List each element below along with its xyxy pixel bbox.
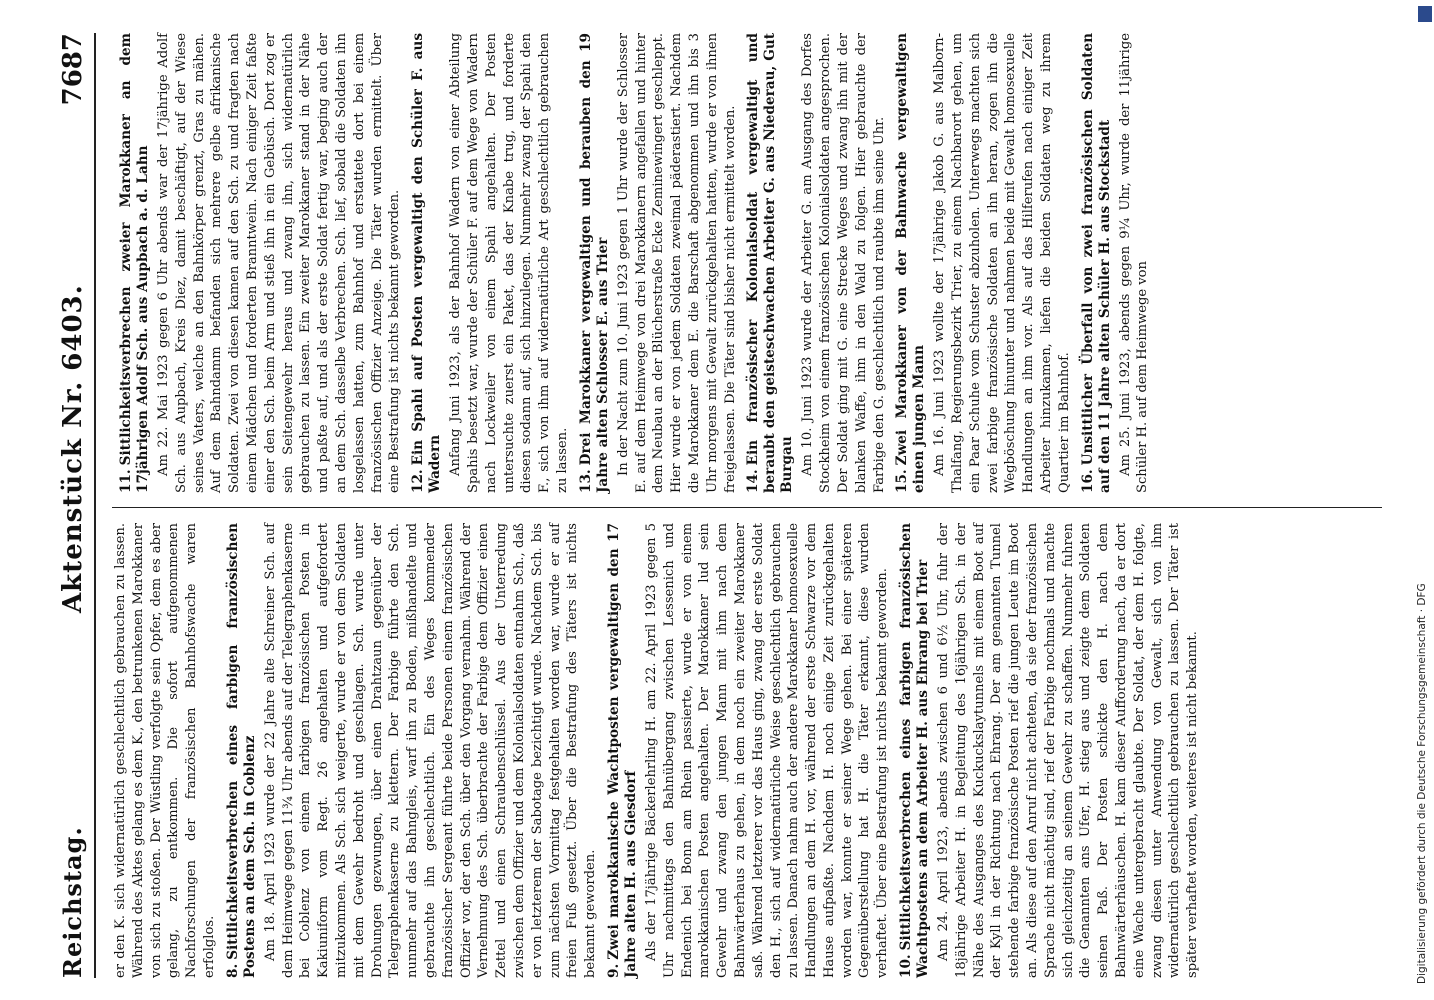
section-13-heading <box>578 33 612 493</box>
section-10-text: Am 24. April 1923, abends zwischen 6 und 6½ Uhr, fuhr der 18jährige Arbeiter H. in Begleitung des 16jährigen Sch. in der Nähe des Ausganges des Kuckuckslaytunnels mit einem Boot auf der Kyll in der Richtung nach Ehrang. Der am genannten Tunnel stehende farbige französische Posten rief die jungen Leute im Boot an. Als diese auf den Anruf nicht achteten, da sie der französischen Sprache nicht mächtig sind, rief der Farbige nochmals und machte sich gleichzeitig an seinem Gewehr zu schaffen. Nunmehr fuhren die Genannten ans Ufer, H. stieg aus und zeigte dem Soldaten seinen Paß. Der Posten schickte den H. nach dem Bahnwärterhäuschen. H. kam dieser Aufforderung nach, da er dort eine Wache untergebracht glaubte. Der Soldat, der dem H. folgte, zwang diesen unter Anwendung von Gewalt, sich von ihm widernatürlich geschlechtlich gebrauchen zu lassen. Der Täter ist später verhaftet worden, weiteres ist nicht bekannt. <box>936 523 1201 978</box>
section-16-text: Am 25. Juni 1923, abends gegen 9¼ Uhr, wurde der 11jährige Schüler H. auf dem Heimwege von <box>1117 33 1151 493</box>
section-13-text: In der Nacht zum 10. Juni 1923 gegen 1 Uhr wurde der Schlosser E. auf dem Heimwege von drei Marokkanern angefallen und hinter dem Neubau an der Blücherstraße Ecke Zeminewingert geschleppt. Hier wurde er von jedem Soldaten zweimal päderastiert. Nachdem die Marokkaner dem E. die Barschaft abgenommen und ihn bis 3 Uhr morgens mit Gewalt zurückgehalten hatten, wurde er von ihnen freigelassen. Die Täter sind bisher nicht ermittelt worden. <box>615 33 738 493</box>
header-reichstag: Reichstag. <box>58 826 87 978</box>
section-number: 16. <box>1079 469 1096 493</box>
section-15-text: Am 16. Juni 1923 wollte der 17jährige Jakob G. aus Malborn-Thalfang, Regierungsbezirk Trier, zu einem Nachbarort gehen, um ein Paar Schuhe vom Schuster abzuholen. Unterwegs machten sich zwei farbige französische Soldaten an ihn heran, zogen ihn die Wegböschung hinunter und nahmen beide mit Gewalt homosexuelle Handlungen an ihm vor. Als auf das Hilferufen nach einiger Zeit Arbeiter hinzukamen, liefen die beiden Soldaten weg zu ihrem Quartier im Bahnhof. <box>932 33 1072 493</box>
column-left <box>112 523 1204 978</box>
section-14-text: Am 10. Juni 1923 wurde der Arbeiter G. am Ausgang des Dorfes Stockheim von einem französischen Kolonialsoldaten angesprochen. Der Soldat ging mit G. eine Strecke Weges und zwang ihn mit der blanken Waffe, ihm in den Wald zu folgen. Hier gebrauchte der Farbige den G. geschlechtlich und raubte ihm seine Uhr. <box>800 33 887 493</box>
header-document-number: Aktenstück Nr. 6403. <box>58 284 88 613</box>
section-15-heading <box>894 33 928 493</box>
section-number: 11. <box>118 469 134 493</box>
section-16-heading <box>1080 33 1114 493</box>
column-right <box>112 33 1154 493</box>
section-title: Ein französischer Kolonialsoldat vergewaltigt und beraubt den geisteschwachen Arbeiter G. aus Niederau, Gut Burgau <box>745 33 796 493</box>
section-8-text: Am 18. April 1923 wurde der 22 Jahre alte Schreiner Sch. auf dem Heimwege gegen 11¾ Uhr abends auf der Telegraphenkaserne bei Coblenz von einem farbigen französischen Posten in Kakiuniform vom Regt. 26 angehalten und aufgefordert mitzukommen. Als Sch. sich weigerte, wurde er von dem Soldaten mit dem Gewehr bedroht und geschlagen. Sch. wurde unter Drohungen gezwungen, über einen Drahtzaun gegenüber der Telegraphenkaserne zu klettern. Der Farbige führte den Sch. nunmehr auf das Bahngleis, warf ihn zu Boden, mißhandelte und gebrauchte ihn geschlechtlich. Ein des Weges kommender französischer Sergeant führte beide Personen einem französischen Offizier vor, der den Sch. über den Vorgang vernahm. Während der Vernehmung des Sch. überbrachte der Farbige dem Offizier einen Zettel und einen Schraubenschlüssel. Aus der Unterredung zwischen dem Offizier und dem Kolonialsoldaten entnahm Sch., daß er von letzterem der Sabotage bezichtigt wurde. Nachdem Sch. bis zum nächsten Vormittag festgehalten worden war, wurde er auf freien Fuß gesetzt. Über die Bestrafung des Täters ist nichts bekannt geworden. <box>262 523 599 978</box>
section-title: Sittlichkeitsverbrechen eines farbigen französischen Wachtpostens an dem Arbeiter H. aus Ehrang bei Trier <box>898 523 932 978</box>
section-10-heading <box>898 523 932 978</box>
section-title: Ein Spahi auf Posten vergewaltigt den Schüler F. aus Wadern <box>410 33 444 493</box>
section-title: Sittlichkeitsverbrechen zweier Marokkaner an dem 17jährigen Adolf Sch. aus Aupbach a. d. Lahn <box>118 33 151 493</box>
section-number: 15. <box>894 469 911 493</box>
section-number: 13. <box>577 469 594 493</box>
section-number: 9. <box>605 963 622 978</box>
dfg-logo-icon <box>1418 6 1432 22</box>
section-number: 8. <box>224 963 241 978</box>
header-page-number: 7687 <box>58 33 88 106</box>
section-title: Sittlichkeitsverbrechen eines farbigen französischen Postens an dem Sch. in Coblenz <box>224 523 258 978</box>
digitization-note: Digitalisierung gefördert durch die Deutsche Forschungsgemeinschaft · DFG <box>1416 583 1428 984</box>
section-title: Drei Marokkaner vergewaltigen und berauben den 19 Jahre alten Schlosser E. aus Trier <box>577 33 611 493</box>
section-12-heading <box>410 33 444 493</box>
section-number: 10. <box>898 954 915 978</box>
section-9-heading <box>606 523 640 978</box>
section-14-heading <box>745 33 796 493</box>
section-11-heading <box>118 33 152 493</box>
section-title: Unsittlicher Überfall von zwei französischen Soldaten auf den 11 Jahre alten Schüler H. aus Stockstadt <box>1079 33 1113 493</box>
section-number: 12. <box>410 469 427 493</box>
section-9-text: Als der 17jährige Bäckerlehrling H. am 22. April 1923 gegen 5 Uhr nachmittags den Bahnübergang zwischen Lessenich und Endenich bei Bonn am Rhein passierte, wurde er von einem marokkanischen Posten angehalten. Der Marokkaner lud sein Gewehr und zwang den jungen Mann mit ihm nach dem Bahnwärterhaus zu gehen, in dem noch ein zweiter Marokkaner saß. Während letzterer vor das Haus ging, zwang der erste Soldat den H., sich auf widernatürliche Weise geschlechtlich gebrauchen zu lassen. Danach nahm auch der andere Marokkaner homosexuelle Handlungen an dem H. vor, während der erste Schwarze vor dem Hause aufpaßte. Nachdem H. noch einige Zeit zurückgehalten worden war, konnte er seiner Wege gehen. Bei einer späteren Gegenüberstellung hat H. die Täter erkannt, diese wurden verhaftet. Über eine Bestrafung ist nichts bekannt geworden. <box>643 523 891 978</box>
paragraph-continuation: er den K. sich widernatürlich geschlechtlich gebrauchen zu lassen. Während des Aktes gelang es dem K., den betrunkenen Marokkaner von sich zu stoßen. Der Wüstling verfolgte sein Opfer, dem es aber gelang, zu entkommen. Die sofort aufgenommenen Nachforschungen der französischen Bahnhofswache waren erfolglos. <box>113 523 217 978</box>
section-number: 14. <box>745 469 762 493</box>
section-12-text: Anfang Juni 1923, als der Bahnhof Wadern von einer Abteilung Spahis besetzt war, wurde der Schüler F. auf dem Wege von Wadern nach Lockweiler von einem Spahi angehalten. Der Posten untersuchte zuerst ein Paket, das der Knabe trug, und forderte diesen sodann auf, sich hinzulegen. Nunmehr zwang der Spahi den F., sich von ihm auf widernatürliche Art geschlechtlich gebrauchen zu lassen. <box>448 33 570 493</box>
section-title: Zwei marokkanische Wachtposten vergewaltigen den 17 Jahre alten H. aus Giesdorf <box>605 523 639 978</box>
page-header <box>52 33 96 978</box>
section-title: Zwei Marokkaner von der Bahnwache vergewaltigen einen jungen Mann <box>894 33 928 493</box>
column-divider <box>112 507 1382 508</box>
section-8-heading <box>225 523 259 978</box>
section-11-text: Am 22. Mai 1923 gegen 6 Uhr abends war der 17jährige Adolf Sch. aus Aupbach, Kreis Diez, damit beschäftigt, auf der Wiese seines Vaters, welche an den Bahnkörper grenzt, Gras zu mähen. Auf dem Bahndamm befanden sich mehrere gelbe afrikanische Soldaten. Zwei von diesen kamen auf den Sch. zu und fragten nach einem Mädchen und forderten Branntwein. Nach einiger Zeit faßte einer den Sch. beim Arm und stieß ihn in ein Gebüsch. Dort zog er sein Seitengewehr heraus und zwang ihn, sich widernatürlich gebrauchen zu lassen. Ein zweiter Marokkaner stand in der Nähe und paßte auf, und als der erste Soldat fertig war, beging auch der an dem Sch. dasselbe Verbrechen. Sch. lief, sobald die Soldaten ihn losgelassen hatten, zum Bahnhof und erstattete dort bei einem französischen Offizier Anzeige. Die Täter wurden ermittelt. Über eine Bestrafung ist nichts bekannt geworden. <box>156 33 403 493</box>
